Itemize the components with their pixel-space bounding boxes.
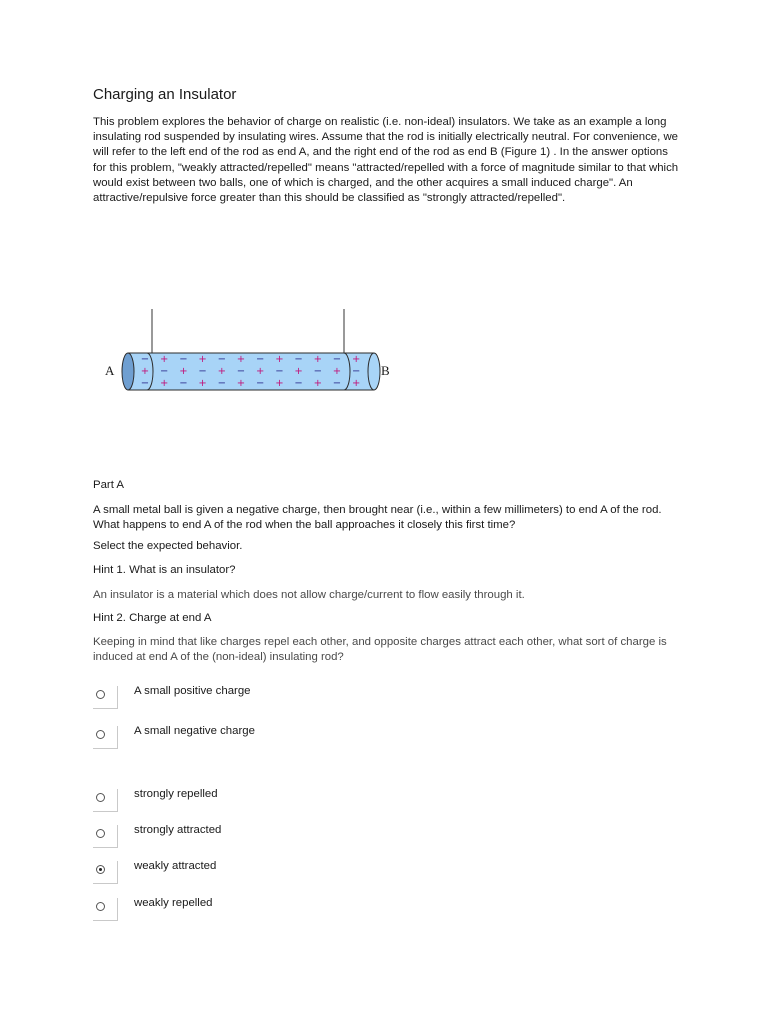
intro-paragraph: This problem explores the behavior of charge on realistic (i.e. non-ideal) insulators. We take as an example a long insulating rod suspended by insulating wires. Assume that the rod is initially electrically neutral. For convenience, we will refer to the left end of the rod as end A, and the right end of the rod as end B (Figure 1) . In the answer options for this problem, "weakly attracted/repelled" means "attracted/repelled with a force of magnitude similar to that which would exist between two balls, one of which is charged, and the other acquires a small induced charge". An attractive/repulsive force greater than this should be classified as "strongly attracted/repelled". [93,116,679,205]
answer-option-strongly-repelled[interactable] [93,789,493,811]
minus-charge: − [198,366,207,377]
radio-button[interactable] [96,730,105,739]
radio-button[interactable] [96,865,105,874]
option-label: strongly repelled [134,788,218,800]
radio-button[interactable] [96,793,105,802]
question-text: A small metal ball is given a negative charge, then brought near (i.e., within a few millimeters) to end A of the rod. What happens to end A of the rod when the ball approaches it closely this first time? [93,504,662,532]
plus-charge: + [294,366,303,377]
rod-end-a [122,353,134,390]
hint-option-negative[interactable] [93,726,493,748]
end-a-label: A [105,363,115,378]
minus-charge: − [217,354,226,365]
minus-charge: − [217,378,226,389]
plus-charge: + [198,354,207,365]
plus-charge: + [236,378,246,389]
radio-box [93,726,118,749]
plus-charge: + [236,354,246,365]
minus-charge: − [160,366,169,377]
minus-charge: − [179,378,188,389]
minus-charge: − [332,378,342,389]
radio-box [93,825,118,848]
radio-box [93,686,118,709]
plus-charge: + [352,354,361,365]
minus-charge: − [256,378,265,389]
hint1-title[interactable]: Hint 1. What is an insulator? [93,564,236,576]
radio-box [93,861,118,884]
plus-charge: + [256,366,265,377]
minus-charge: − [236,366,246,377]
plus-charge: + [332,366,342,377]
charged-rod-figure [100,305,400,400]
answer-option-weakly-repelled[interactable] [93,898,493,920]
minus-charge: − [313,366,322,377]
hint-option-positive[interactable] [93,686,493,708]
plus-charge: + [275,378,284,389]
instruction-text: Select the expected behavior. [93,540,243,552]
plus-charge: + [352,378,361,389]
plus-charge: + [140,366,150,377]
option-label: strongly attracted [134,824,222,836]
radio-box [93,898,118,921]
answer-option-strongly-attracted[interactable] [93,825,493,847]
plus-charge: + [160,354,169,365]
minus-charge: − [140,354,150,365]
plus-charge: + [198,378,207,389]
option-label: A small negative charge [134,725,255,737]
minus-charge: − [256,354,265,365]
part-a-label: Part A [93,479,125,491]
minus-charge: − [294,378,303,389]
rod-end-b [368,353,380,390]
option-label: A small positive charge [134,685,251,697]
radio-box [93,789,118,812]
plus-charge: + [217,366,226,377]
minus-charge: − [352,366,361,377]
plus-charge: + [313,354,322,365]
minus-charge: − [140,378,150,389]
hint1-text: An insulator is a material which does not allow charge/current to flow easily through it. [93,589,525,601]
radio-button[interactable] [96,690,105,699]
minus-charge: − [332,354,342,365]
answer-option-weakly-attracted[interactable] [93,861,493,883]
radio-button[interactable] [96,829,105,838]
option-label: weakly repelled [134,897,213,909]
plus-charge: + [275,354,284,365]
minus-charge: − [275,366,284,377]
end-b-label: B [381,363,390,378]
plus-charge: + [179,366,188,377]
radio-button[interactable] [96,902,105,911]
plus-charge: + [313,378,322,389]
page-title: Charging an Insulator [93,86,237,103]
option-label: weakly attracted [134,860,217,872]
hint2-title[interactable]: Hint 2. Charge at end A [93,612,212,624]
minus-charge: − [294,354,303,365]
minus-charge: − [179,354,188,365]
plus-charge: + [160,378,169,389]
hint2-text: Keeping in mind that like charges repel each other, and opposite charges attract each other, what sort of charge is induced at end A of the (non-ideal) insulating rod? [93,636,667,664]
